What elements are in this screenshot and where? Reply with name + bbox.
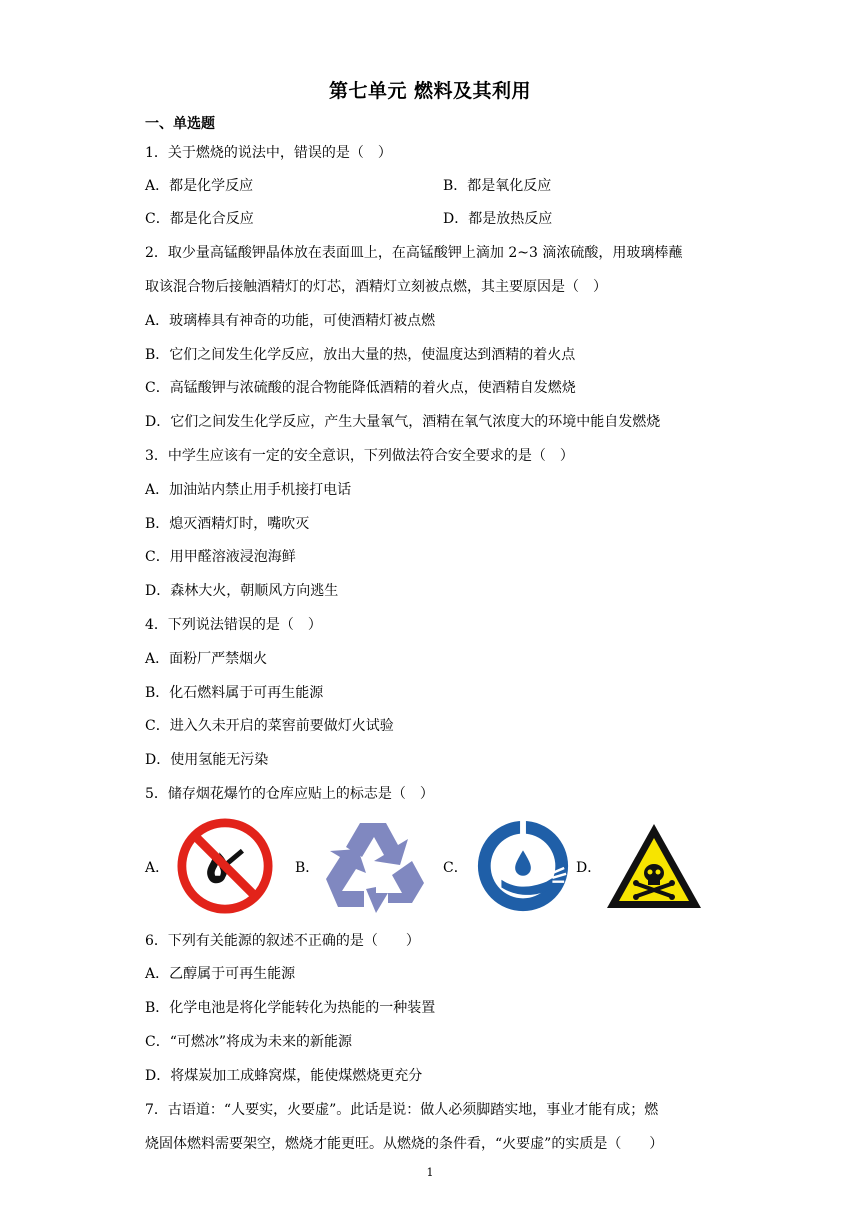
- q5-option-b-label: B．: [295, 860, 320, 876]
- q5-option-a-label: A．: [145, 860, 170, 876]
- q2-option-a: A．玻璃棒具有神奇的功能，可使酒精灯被点燃: [145, 313, 436, 329]
- water-saving-sign-icon: [474, 817, 572, 919]
- q4-option-d: D．使用氢能无污染: [145, 752, 269, 768]
- q3-option-b: B．熄灭酒精灯时，嘴吹灭: [145, 516, 310, 532]
- q6-option-c: C．“可燃冰”将成为未来的新能源: [145, 1034, 353, 1050]
- recycle-sign-icon: [320, 817, 426, 917]
- q2-option-b: B．它们之间发生化学反应，放出大量的热，使温度达到酒精的着火点: [145, 347, 576, 363]
- page-number: 1: [426, 1166, 434, 1179]
- question-3-stem: 3．中学生应该有一定的安全意识，下列做法符合安全要求的是（ ）: [145, 448, 574, 464]
- q6-option-a: A．乙醇属于可再生能源: [145, 966, 296, 982]
- question-4-stem: 4．下列说法错误的是（ ）: [145, 617, 322, 633]
- toxic-sign-icon: [603, 820, 705, 916]
- no-fire-sign-icon: [176, 817, 274, 919]
- q5-option-c-label: C．: [443, 860, 468, 876]
- q2-option-c: C．高锰酸钾与浓硫酸的混合物能降低酒精的着火点，使酒精自发燃烧: [145, 380, 576, 396]
- question-2-stem-line-2: 取该混合物后接触酒精灯的灯芯，酒精灯立刻被点燃，其主要原因是（ ）: [145, 279, 607, 295]
- section-heading: 一、单选题: [145, 116, 215, 132]
- question-7-stem-line-2: 烧固体燃料需要架空，燃烧才能更旺。从燃烧的条件看，“火要虚”的实质是（ ）: [145, 1136, 664, 1152]
- question-1-stem: 1．关于燃烧的说法中，错误的是（ ）: [145, 145, 392, 161]
- q4-option-b: B．化石燃料属于可再生能源: [145, 685, 324, 701]
- q1-option-b: B．都是氧化反应: [443, 178, 552, 194]
- q2-option-d: D．它们之间发生化学反应，产生大量氧气，酒精在氧气浓度大的环境中能自发燃烧: [145, 414, 661, 430]
- question-2-stem-line-1: 2．取少量高锰酸钾晶体放在表面皿上，在高锰酸钾上滴加 2~3 滴浓硫酸，用玻璃棒蘸: [145, 245, 683, 261]
- q3-option-d: D．森林大火，朝顺风方向逃生: [145, 583, 339, 599]
- q4-option-a: A．面粉厂严禁烟火: [145, 651, 268, 667]
- q4-option-c: C．进入久未开启的菜窖前要做灯火试验: [145, 718, 394, 734]
- q1-option-c: C．都是化合反应: [145, 211, 254, 227]
- question-5-stem: 5．储存烟花爆竹的仓库应贴上的标志是（ ）: [145, 786, 434, 802]
- q1-option-d: D．都是放热反应: [443, 211, 553, 227]
- q1-option-a: A．都是化学反应: [145, 178, 254, 194]
- q3-option-a: A．加油站内禁止用手机接打电话: [145, 482, 352, 498]
- question-7-stem-line-1: 7．古语道：“人要实，火要虚”。此话是说：做人必须脚踏实地，事业才能有成；燃: [145, 1102, 659, 1118]
- q3-option-c: C．用甲醛溶液浸泡海鲜: [145, 549, 296, 565]
- q6-option-d: D．将煤炭加工成蜂窝煤，能使煤燃烧更充分: [145, 1068, 423, 1084]
- question-6-stem: 6．下列有关能源的叙述不正确的是（ ）: [145, 933, 420, 949]
- q5-option-d-label: D．: [576, 860, 602, 876]
- q6-option-b: B．化学电池是将化学能转化为热能的一种装置: [145, 1000, 436, 1016]
- page-title: 第七单元 燃料及其利用: [328, 80, 532, 102]
